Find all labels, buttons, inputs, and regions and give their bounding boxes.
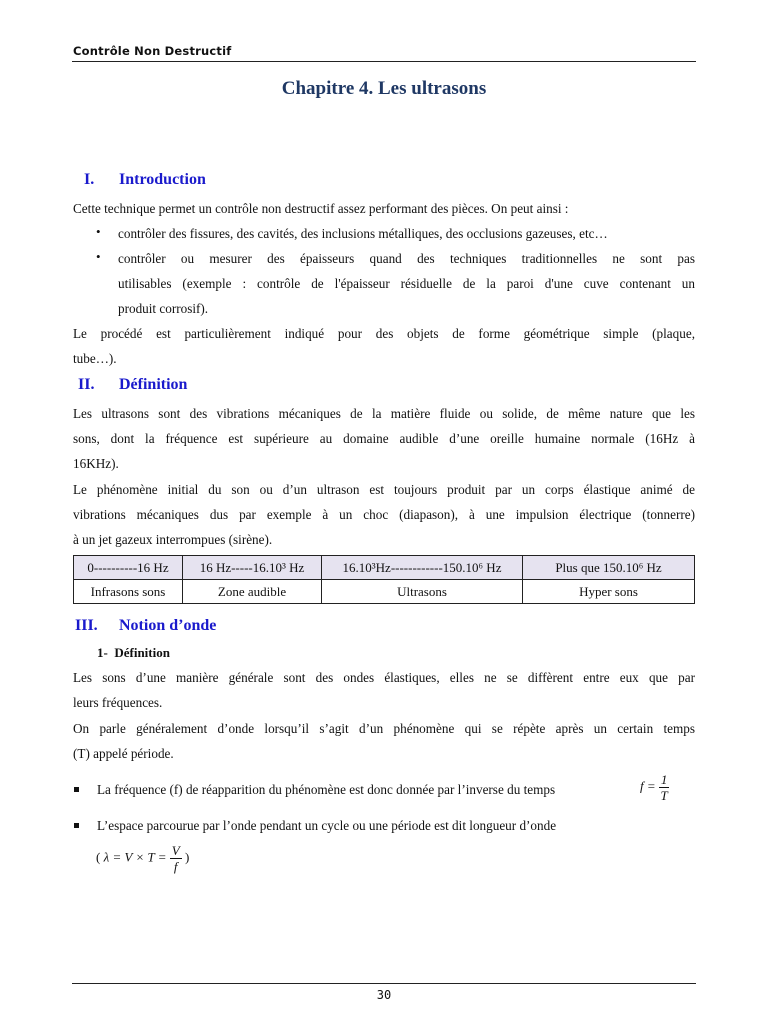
- onde-line-1: Les sons d’une manière générale sont des ondes élastiques, elles ne se diffèrent entre eux que par: [73, 670, 695, 685]
- fraction: [170, 843, 182, 874]
- intro-bullet-2-line-2: utilisables (exemple : contrôle de l'épaisseur résiduelle de la paroi d'une cuve contenant un: [118, 276, 695, 291]
- onde-bullet-2: L’espace parcourue par l’onde pendant un cycle ou une période est dit longueur d’onde: [97, 818, 557, 833]
- table-row: [74, 580, 695, 604]
- formula-open-paren: (: [96, 849, 101, 865]
- fraction-denominator: T: [660, 788, 668, 803]
- section-number: I.: [84, 171, 95, 188]
- footer-rule: [72, 983, 696, 984]
- definition-line-6: à un jet gazeux interrompues (sirène).: [73, 532, 273, 547]
- section-number: III.: [75, 617, 98, 634]
- subsection-title: Définition: [114, 645, 170, 660]
- onde-line-4: (T) appelé période.: [73, 746, 174, 761]
- formula-wavelength: [96, 843, 189, 874]
- table-cell: 16.10³Hz------------150.10⁶ Hz: [322, 556, 523, 580]
- fraction-numerator: 1: [660, 772, 668, 787]
- table-cell: Ultrasons: [322, 580, 523, 604]
- section-number: II.: [78, 376, 95, 393]
- section-onde-heading: [75, 617, 216, 635]
- definition-line-5: vibrations mécaniques dus par exemple à un choc (diapason), à une impulsion électrique (tonnerre): [73, 507, 695, 522]
- table-cell: Infrasons sons: [74, 580, 183, 604]
- section-title: Introduction: [119, 171, 206, 188]
- intro-bullet-2-line-1: contrôler ou mesurer des épaisseurs quand des techniques traditionnelles ne sont pas: [118, 251, 695, 266]
- definition-line-4: Le phénomène initial du son ou d’un ultrason est toujours produit par un corps élastique animé de: [73, 482, 695, 497]
- definition-line-3: 16KHz).: [73, 456, 119, 471]
- formula-lhs: f =: [640, 778, 656, 794]
- definition-line-2: sons, dont la fréquence est supérieure au domaine audible d’une oreille humaine normale (16Hz à: [73, 431, 695, 446]
- bullet-dot: •: [96, 249, 101, 264]
- fraction: [659, 772, 670, 803]
- onde-line-2: leurs fréquences.: [73, 695, 163, 710]
- table-row: [74, 556, 695, 580]
- chapter-title: Chapitre 4. Les ultrasons: [281, 78, 487, 99]
- intro-bullet-2-line-3: produit corrosif).: [118, 301, 209, 316]
- section-definition-heading: [78, 376, 187, 394]
- definition-line-1: Les ultrasons sont des vibrations mécaniques de la matière fluide ou solide, de même nature que les: [73, 406, 695, 421]
- intro-paragraph-1: Cette technique permet un contrôle non destructif assez performant des pièces. On peut ainsi :: [73, 201, 569, 216]
- frequency-range-table: [73, 555, 695, 604]
- formula-lhs: λ = V × T =: [103, 849, 167, 865]
- section-title: Notion d’onde: [119, 617, 217, 634]
- table-cell: Plus que 150.10⁶ Hz: [523, 556, 695, 580]
- table-cell: Zone audible: [183, 580, 322, 604]
- section-intro-heading: [84, 171, 206, 189]
- running-header: Contrôle Non Destructif: [73, 44, 232, 58]
- onde-bullet-1: La fréquence (f) de réapparition du phénomène est donc donnée par l’inverse du temps: [97, 782, 556, 797]
- subsection-number: 1-: [97, 645, 108, 660]
- intro-bullet-1: contrôler des fissures, des cavités, des inclusions métalliques, des occlusions gazeuses, etc…: [118, 226, 608, 241]
- formula-frequency: [640, 772, 669, 803]
- intro-paragraph-2-line-2: tube…).: [73, 351, 117, 366]
- table-cell: 0----------16 Hz: [74, 556, 183, 580]
- square-bullet: [74, 823, 79, 828]
- header-rule: [72, 61, 696, 62]
- page-number: 30: [376, 988, 392, 1002]
- fraction-denominator: f: [173, 859, 178, 874]
- onde-line-3: On parle généralement d’onde lorsqu’il s’agit d’un phénomène qui se répète après un certain temps: [73, 721, 695, 736]
- section-title: Définition: [119, 376, 188, 393]
- formula-close-paren: ): [184, 849, 190, 865]
- intro-paragraph-2-line-1: Le procédé est particulièrement indiqué pour des objets de forme géométrique simple (plaque,: [73, 326, 695, 341]
- fraction-numerator: V: [171, 843, 180, 858]
- subsection-heading: [97, 645, 170, 661]
- table-cell: 16 Hz-----16.10³ Hz: [183, 556, 322, 580]
- table-cell: Hyper sons: [523, 580, 695, 604]
- bullet-dot: •: [96, 224, 101, 239]
- square-bullet: [74, 787, 79, 792]
